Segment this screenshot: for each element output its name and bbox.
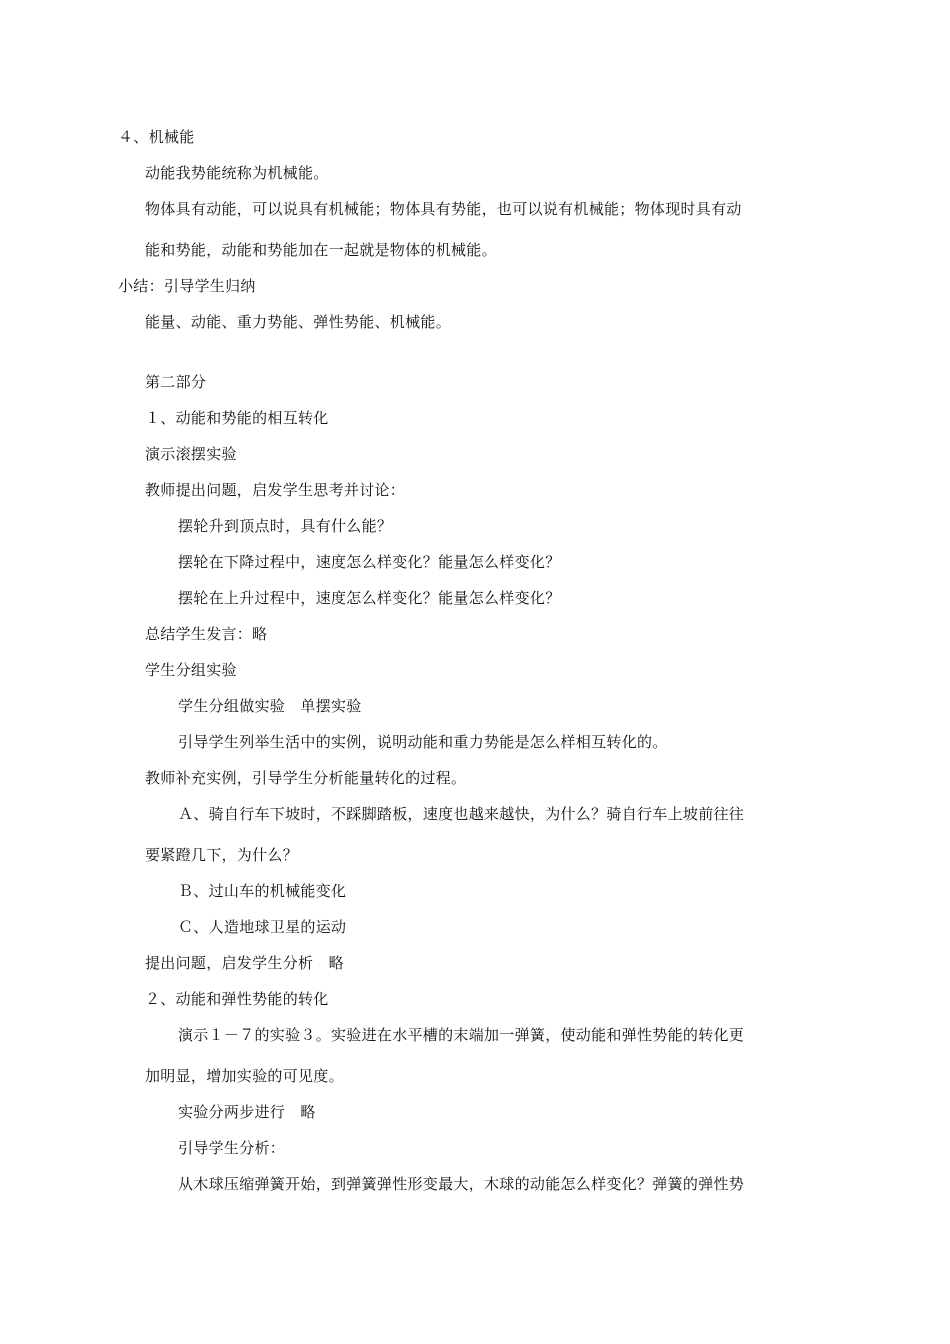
mechanical-energy-explain-line2: 能和势能，动能和势能加在一起就是物体的机械能。 [145, 241, 497, 259]
mechanical-energy-definition: 动能我势能统称为机械能。 [145, 164, 329, 182]
guide-examples: 引导学生列举生活中的实例，说明动能和重力势能是怎么样相互转化的。 [178, 733, 668, 751]
example-a-line2: 要紧蹬几下，为什么？ [145, 846, 299, 864]
summary-label: 小结：引导学生归纳 [118, 277, 256, 295]
example-a-line1: Ａ、骑自行车下坡时，不踩脚踏板，速度也越来越快，为什么？骑自行车上坡前往往 [178, 805, 745, 823]
example-b: Ｂ、过山车的机械能变化 [178, 882, 347, 900]
teacher-question: 教师提出问题，启发学生思考并讨论： [145, 481, 406, 499]
question-3: 摆轮在上升过程中，速度怎么样变化？能量怎么样变化？ [178, 589, 561, 607]
spring-demo-line1: 演示１－７的实验３。实验进在水平槽的末端加一弹簧，使动能和弹性势能的转化更 [178, 1026, 745, 1044]
question-1: 摆轮升到顶点时，具有什么能？ [178, 517, 393, 535]
guide-analysis: 引导学生分析： [178, 1139, 286, 1157]
spring-question: 从木球压缩弹簧开始，到弹簧弹性形变最大，木球的动能怎么样变化？弹簧的弹性势 [178, 1175, 745, 1193]
demo-rolling-pendulum: 演示滚摆实验 [145, 445, 237, 463]
analysis-prompt: 提出问题，启发学生分析 略 [145, 954, 344, 972]
sub2-heading: ２、动能和弹性势能的转化 [145, 990, 329, 1008]
summary-items: 能量、动能、重力势能、弹性势能、机械能。 [145, 313, 452, 331]
section4-heading: ４、机械能 [118, 128, 195, 146]
group-experiment: 学生分组实验 [145, 661, 237, 679]
experiment-steps: 实验分两步进行 略 [178, 1103, 316, 1121]
mechanical-energy-explain-line1: 物体具有动能，可以说具有机械能；物体具有势能，也可以说有机械能；物体现时具有动 [145, 200, 742, 218]
student-summary: 总结学生发言：略 [145, 625, 268, 643]
sub1-heading: １、动能和势能的相互转化 [145, 409, 329, 427]
question-2: 摆轮在下降过程中，速度怎么样变化？能量怎么样变化？ [178, 553, 561, 571]
part2-heading: 第二部分 [145, 373, 207, 391]
spring-demo-line2: 加明显，增加实验的可见度。 [145, 1067, 344, 1085]
teacher-examples: 教师补充实例，引导学生分析能量转化的过程。 [145, 769, 467, 787]
example-c: Ｃ、人造地球卫星的运动 [178, 918, 347, 936]
group-experiment-detail: 学生分组做实验 单摆实验 [178, 697, 362, 715]
